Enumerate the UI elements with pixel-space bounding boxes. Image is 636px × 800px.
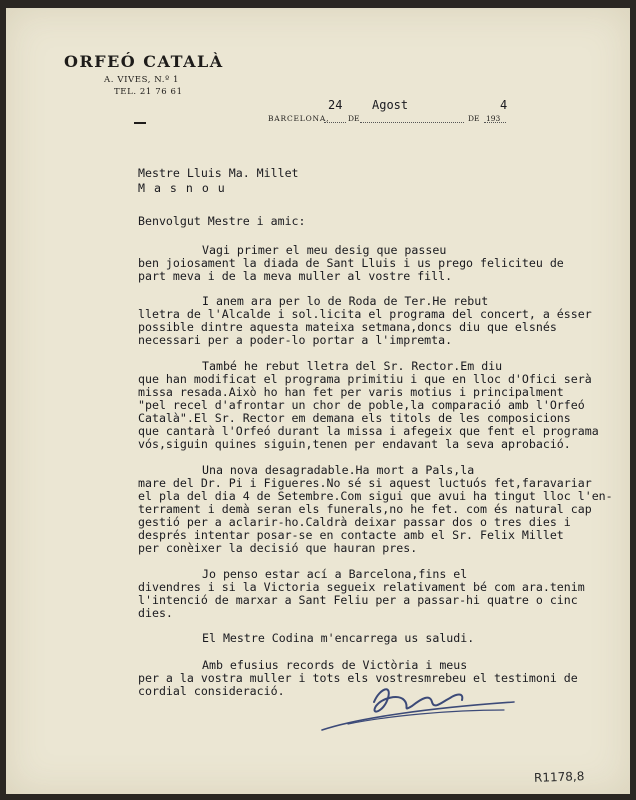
body-line: dies. [138, 606, 173, 620]
letter-sheet [6, 8, 630, 794]
date-year-prefix: 193 [486, 114, 501, 123]
body-line: Amb efusius records de Victòria i meus [202, 658, 468, 672]
body-line: El Mestre Codina m'encarrega us saludi. [202, 631, 475, 645]
letterhead [64, 52, 224, 97]
date-month-rule [360, 122, 464, 123]
body-line: després intentar posar-se en contacte amb el Sr. Felix Millet [138, 528, 564, 542]
recipient-town: M a s n o u [138, 181, 226, 195]
body-line: Una nova desagradable.Ha mort a Pals,la [202, 463, 475, 477]
salutation: Benvolgut Mestre i amic: [138, 214, 306, 228]
archive-code: R1178,8 [533, 769, 585, 785]
body-line: Vagi primer el meu desig que passeu [202, 243, 447, 257]
body-line: el pla del dia 4 de Setembre.Com sigui que avui ha tingut lloc l'en- [138, 489, 613, 503]
date-year-rule [484, 122, 506, 123]
body-line: per a la vostra muller i tots els vostresmrebeu el testimoni de [138, 671, 578, 685]
body-line: necessari per a poder-lo portar a l'impremta. [138, 333, 453, 347]
date-de-2: DE [468, 114, 480, 123]
body-line: Jo penso estar ací a Barcelona,fins el [202, 567, 468, 581]
date-city: BARCELONA, [268, 114, 330, 123]
body-line: per conèixer la decisió que hauran pres. [138, 541, 418, 555]
body-line: gestió per a aclarir-ho.Caldrà deixar passar dos o tres dies i [138, 515, 571, 529]
body-line: que han modificat el programa primitiu i que en lloc d'Ofici serà [138, 372, 592, 386]
body-line: cordial consideració. [138, 684, 285, 698]
date-month: Agost [372, 98, 409, 112]
body-line: part meva i de la meva muller al vostre fill. [138, 269, 453, 283]
body-line: Català".El Sr. Rector em demana els titols de les composicions [138, 411, 571, 425]
date-day: 24 [328, 98, 343, 112]
letterhead-divider [134, 122, 146, 124]
date-day-rule [324, 122, 346, 123]
letterhead-address: A. VIVES, N.º 1 [104, 75, 180, 85]
signature-icon [318, 672, 518, 738]
body-line: I anem ara per lo de Roda de Ter.He rebut [202, 294, 489, 308]
recipient-name: Mestre Lluis Ma. Millet [138, 166, 299, 180]
body-line: l'intenció de marxar a Sant Feliu per a passar-hi quatre o cinc [138, 593, 578, 607]
date-de-1: DE [348, 114, 360, 123]
body-line: "pel recel d'afrontar un chor de poble,la comparació amb l'Orfeó [138, 398, 585, 412]
dateline [268, 98, 538, 128]
body-line: que cantarà l'Orfeó durant la missa i afegeix que fent el programa [138, 424, 599, 438]
body-line: ben joiosament la diada de Sant Lluis i us prego feliciteu de [138, 256, 564, 270]
letterhead-name: ORFEÓ CATALÀ [64, 52, 224, 71]
body-line: possible dintre aquesta mateixa setmana,doncs diu que elsnés [138, 320, 557, 334]
date-year-digit: 4 [500, 98, 508, 112]
body-line: divendres i si la Victoria segueix relativament bé com ara.tenim [138, 580, 585, 594]
body-line: mare del Dr. Pi i Figueres.No sé si aquest luctuós fet,faravariar [138, 476, 592, 490]
body-line: vós,siguin quines siguin,tenen per endavant la seva aprobació. [138, 437, 571, 451]
body-line: terrament i demà seran els funerals,no he fet. com és natural cap [138, 502, 592, 516]
body-line: lletra de l'Alcalde i sol.licita el programa del concert, a ésser [138, 307, 592, 321]
body-line: missa resada.Això ho han fet per varis motius i principalment [138, 385, 564, 399]
letterhead-phone: TEL. 21 76 61 [114, 87, 183, 97]
body-line: També he rebut lletra del Sr. Rector.Em diu [202, 359, 503, 373]
